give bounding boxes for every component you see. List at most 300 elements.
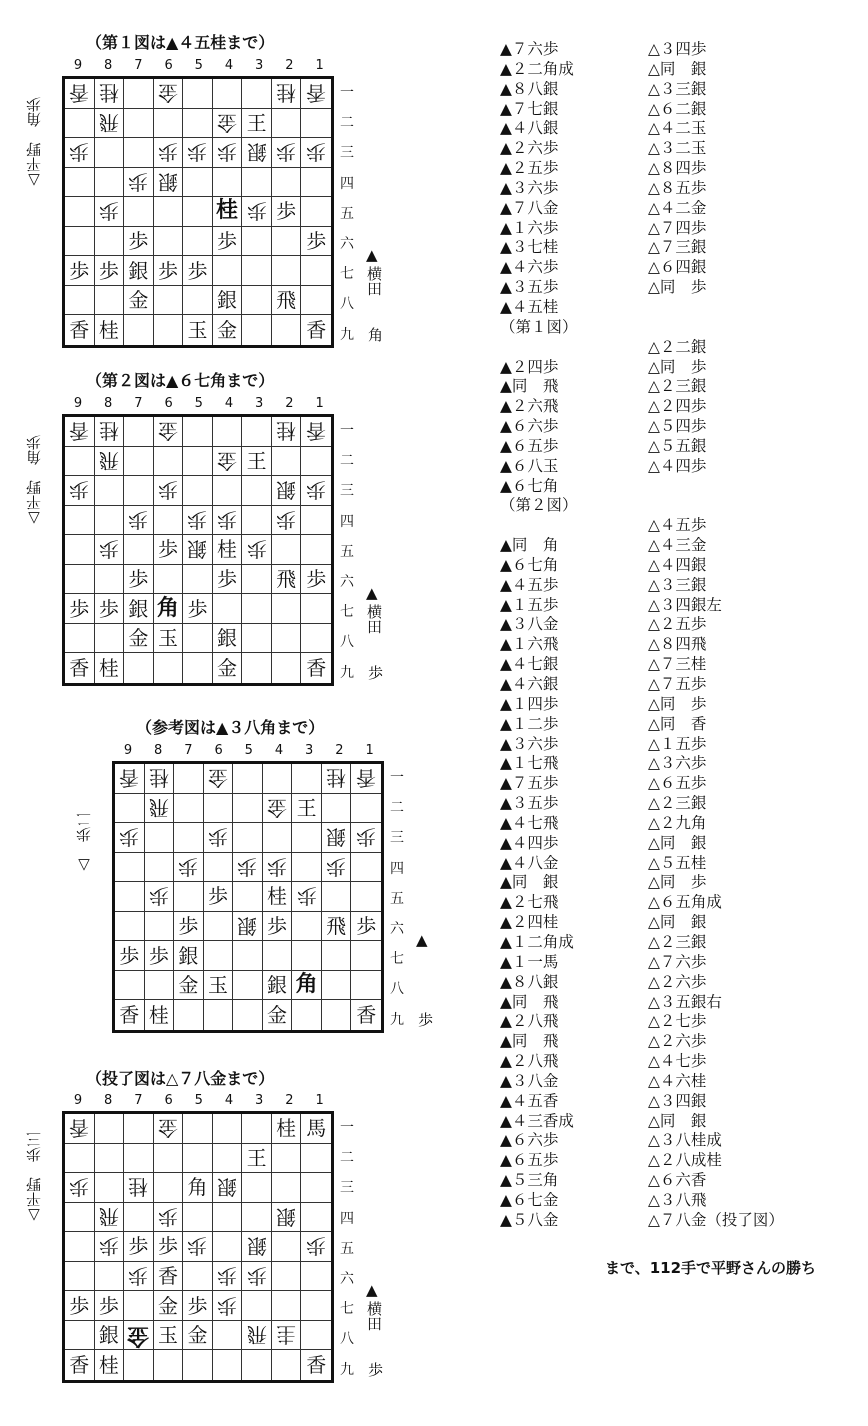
rank-label: 四 — [340, 175, 354, 192]
gote-move: △７六歩 — [648, 952, 707, 971]
board-square — [322, 912, 352, 942]
board-square — [95, 168, 125, 198]
gote-move: △２二銀 — [648, 337, 707, 356]
file-label: 5 — [194, 396, 203, 411]
move-row — [500, 913, 818, 933]
board-square — [115, 882, 145, 912]
board-square — [322, 853, 352, 883]
board-square — [183, 197, 213, 227]
board-square — [242, 1173, 272, 1203]
shogi-piece: 銀 — [276, 1204, 297, 1229]
shogi-piece: 歩 — [119, 825, 140, 850]
sente-move: ▲２四桂 — [500, 913, 559, 932]
sente-move: ▲２八飛 — [500, 1012, 559, 1031]
board-square — [154, 138, 184, 168]
shogi-piece: 歩 — [217, 507, 238, 532]
shogi-piece: 金 — [267, 795, 288, 820]
shogi-piece: 桂 — [217, 537, 238, 562]
board-square — [263, 794, 293, 824]
board-square — [154, 506, 184, 536]
board-square — [272, 1114, 302, 1144]
game-result: まで、112手で平野さんの勝ち — [605, 1259, 817, 1277]
board-square — [154, 594, 184, 624]
board-square — [183, 624, 213, 654]
board-square — [95, 197, 125, 227]
gote-move: △７五歩 — [648, 675, 707, 693]
move-row — [500, 814, 818, 834]
board-square — [233, 941, 263, 971]
board-square — [351, 794, 381, 824]
board-square — [124, 1262, 154, 1292]
move-row — [500, 100, 818, 120]
board-square — [183, 417, 213, 447]
file-label: 8 — [104, 1093, 113, 1108]
board-square — [242, 417, 272, 447]
board-square — [174, 1000, 204, 1030]
shogi-piece: 歩 — [98, 537, 119, 562]
rank-label: 九 — [340, 664, 354, 681]
board-square — [183, 138, 213, 168]
gote-move: △２六歩 — [648, 1032, 707, 1051]
board-square — [154, 315, 184, 345]
board-square — [292, 971, 322, 1001]
board-square — [95, 594, 125, 624]
gote-move: △５四歩 — [648, 417, 707, 436]
board-square — [272, 447, 302, 477]
board-square — [301, 1144, 331, 1174]
rank-label: 二 — [340, 115, 354, 132]
gote-move: △２九角 — [648, 813, 707, 832]
sente-move: ▲４五桂 — [500, 297, 559, 316]
shogi-piece: 歩 — [306, 478, 327, 503]
sente-move: （第１図） — [500, 317, 578, 336]
board-square — [95, 138, 125, 168]
board-square — [174, 971, 204, 1001]
rank-label: 九 — [390, 1011, 404, 1028]
shogi-piece: 歩 — [69, 1293, 90, 1318]
sente-player-name: 横田 — [365, 266, 383, 296]
board-square — [242, 1144, 272, 1174]
board-square — [65, 417, 95, 447]
board-square — [242, 109, 272, 139]
gote-move: △４五歩 — [648, 516, 707, 535]
file-label: 8 — [104, 396, 113, 411]
gote-move — [648, 496, 818, 516]
shogi-piece: 飛 — [276, 567, 297, 592]
shogi-piece: 角 — [187, 1175, 208, 1200]
shogi-piece: 銀 — [178, 943, 199, 968]
shogi-piece: 香 — [356, 766, 377, 791]
sente-move: ▲６五歩 — [500, 436, 559, 455]
shogi-piece: 角 — [295, 972, 318, 998]
move-row — [500, 556, 818, 576]
board-square — [204, 912, 234, 942]
shogi-piece: 歩 — [69, 596, 90, 621]
gote-move: △４七歩 — [648, 1052, 707, 1071]
shogi-piece: 香 — [157, 1264, 178, 1289]
board-square — [183, 653, 213, 683]
board-square — [183, 1321, 213, 1351]
shogi-piece: 香 — [69, 419, 90, 444]
sente-move: ▲１七飛 — [500, 754, 559, 773]
gote-move: △同 歩 — [648, 357, 707, 376]
board-square — [242, 1232, 272, 1262]
shogi-piece: 銀 — [326, 825, 347, 850]
shogi-piece: 圭 — [276, 1323, 297, 1348]
move-row — [500, 358, 818, 378]
board-square — [65, 1203, 95, 1233]
shogi-piece: 歩 — [128, 169, 149, 194]
shogi-piece: 歩 — [157, 1234, 178, 1259]
shogi-piece: 桂 — [148, 766, 169, 791]
board-square — [233, 1000, 263, 1030]
sente-move: ▲５八金 — [500, 1210, 559, 1229]
shogi-piece: 香 — [306, 656, 327, 681]
board-square — [65, 1321, 95, 1351]
file-label: 6 — [214, 743, 223, 758]
board-square — [242, 1203, 272, 1233]
board-square — [233, 794, 263, 824]
move-row — [500, 715, 818, 735]
board-square — [124, 138, 154, 168]
shogi-piece: 王 — [246, 448, 267, 473]
gote-pieces-in-hand: △平野 角歩 — [25, 435, 43, 528]
file-label: 3 — [255, 1093, 264, 1108]
move-row — [500, 774, 818, 794]
board-square — [301, 109, 331, 139]
sente-move: ▲３六歩 — [500, 178, 559, 197]
board-square — [272, 1262, 302, 1292]
file-label: 9 — [73, 396, 83, 411]
shogi-piece: 香 — [306, 419, 327, 444]
file-label: 7 — [134, 396, 143, 411]
shogi-piece: 銀 — [246, 140, 267, 165]
gote-move: △同 歩 — [648, 694, 707, 713]
board-square — [204, 1000, 234, 1030]
board-square — [115, 941, 145, 971]
board-square — [183, 1173, 213, 1203]
board-square — [183, 286, 213, 316]
board-square — [154, 1291, 184, 1321]
shogi-piece: 飛 — [148, 795, 169, 820]
sente-move — [500, 338, 648, 358]
shogi-piece: 歩 — [246, 199, 267, 224]
board-square — [65, 624, 95, 654]
board-square — [233, 853, 263, 883]
shogi-piece: 銀 — [237, 914, 258, 939]
move-row — [500, 1032, 818, 1052]
gote-move: △２五歩 — [648, 615, 707, 634]
sente-move: ▲６八玉 — [500, 456, 559, 475]
file-label: 3 — [255, 396, 264, 411]
board-square — [95, 1321, 125, 1351]
board-square — [213, 315, 243, 345]
rank-label: 六 — [390, 921, 404, 937]
shogi-piece: 歩 — [98, 199, 119, 224]
shogi-piece: 歩 — [306, 140, 327, 165]
gote-pieces-in-hand: △ 歩二 — [75, 812, 93, 875]
board-square — [174, 764, 204, 794]
shogi-piece: 金 — [157, 81, 178, 106]
file-label: 1 — [365, 743, 374, 758]
board-square — [183, 1114, 213, 1144]
gote-move: △２七歩 — [648, 1012, 707, 1031]
board-square — [145, 1000, 175, 1030]
board-square — [233, 882, 263, 912]
board-square — [301, 1321, 331, 1351]
board-square — [213, 565, 243, 595]
shogi-piece: 歩 — [217, 1264, 238, 1289]
sente-move: ▲同 銀 — [500, 873, 559, 892]
shogi-piece: 歩 — [157, 537, 178, 562]
diagram-title: （第２図は▲６七角まで） — [86, 371, 275, 390]
board-square — [124, 624, 154, 654]
board-square — [145, 823, 175, 853]
shogi-piece: 香 — [69, 1353, 90, 1378]
shogi-piece: 銀 — [217, 626, 238, 651]
shogi-board — [62, 76, 334, 348]
board-square — [301, 1262, 331, 1292]
board-square — [154, 256, 184, 286]
move-row — [500, 1151, 818, 1171]
sente-move: ▲４四歩 — [500, 833, 559, 852]
shogi-piece: 香 — [69, 1116, 90, 1141]
board-square — [124, 168, 154, 198]
rank-label: 七 — [340, 1301, 354, 1318]
shogi-piece: 香 — [306, 318, 327, 343]
shogi-piece: 歩 — [187, 258, 208, 283]
board-square — [301, 256, 331, 286]
board-square — [322, 882, 352, 912]
shogi-piece: 歩 — [128, 229, 149, 254]
board-square — [154, 1173, 184, 1203]
file-label: 8 — [154, 743, 163, 758]
shogi-piece: 歩 — [128, 1234, 149, 1259]
board-square — [213, 1203, 243, 1233]
move-row — [500, 477, 818, 497]
board-square — [65, 286, 95, 316]
board-square — [183, 1144, 213, 1174]
sente-move: ▲５三角 — [500, 1171, 559, 1190]
sente-mark: ▲ — [366, 584, 378, 602]
board-square — [115, 823, 145, 853]
move-row — [500, 1211, 818, 1231]
shogi-piece: 王 — [246, 1145, 267, 1170]
sente-move: ▲６五歩 — [500, 1151, 559, 1170]
move-row — [500, 238, 818, 258]
board-square — [233, 764, 263, 794]
sente-move: ▲２六飛 — [500, 397, 559, 416]
board-square — [124, 109, 154, 139]
sente-move: ▲４六銀 — [500, 675, 559, 693]
board-square — [233, 971, 263, 1001]
board-square — [272, 109, 302, 139]
board-square — [301, 138, 331, 168]
board-square — [95, 256, 125, 286]
move-row — [500, 794, 818, 814]
move-row — [500, 397, 818, 417]
board-square — [301, 447, 331, 477]
gote-move: △同 銀 — [648, 833, 707, 852]
board-square — [242, 1262, 272, 1292]
shogi-board — [62, 414, 334, 686]
sente-move: ▲７六歩 — [500, 40, 559, 58]
board-square — [263, 853, 293, 883]
sente-move: ▲同 飛 — [500, 377, 559, 396]
gote-move: △同 歩 — [648, 278, 707, 297]
sente-mark: ▲ — [416, 931, 428, 949]
gote-move: △３四歩 — [648, 40, 707, 58]
board-square — [242, 1321, 272, 1351]
sente-move: ▲１四歩 — [500, 694, 559, 713]
board-square — [301, 1203, 331, 1233]
board-square — [95, 624, 125, 654]
shogi-piece: 金 — [217, 656, 238, 681]
board-square — [213, 227, 243, 257]
board-square — [124, 535, 154, 565]
board-square — [242, 624, 272, 654]
shogi-piece: 金 — [187, 1323, 208, 1348]
shogi-piece: 香 — [69, 81, 90, 106]
rank-label: 九 — [340, 326, 354, 343]
gote-move: △２六歩 — [648, 972, 707, 991]
move-row — [500, 40, 818, 60]
board-square — [213, 476, 243, 506]
shogi-piece: 歩 — [217, 567, 238, 592]
board-square — [301, 227, 331, 257]
shogi-piece: 玉 — [157, 626, 178, 651]
sente-move: ▲２七飛 — [500, 893, 559, 912]
board-square — [242, 256, 272, 286]
shogi-piece: 香 — [356, 1003, 377, 1028]
shogi-piece: 歩 — [207, 884, 228, 909]
shogi-piece: 歩 — [128, 1264, 149, 1289]
board-square — [115, 764, 145, 794]
sente-pieces-in-hand: 歩 — [418, 1011, 434, 1029]
move-row — [500, 576, 818, 596]
shogi-piece: 歩 — [276, 199, 297, 224]
rank-label: 九 — [340, 1361, 354, 1378]
shogi-piece: 飛 — [326, 914, 347, 939]
gote-move: △８四飛 — [648, 635, 707, 654]
shogi-piece: 桂 — [148, 1003, 169, 1028]
shogi-piece: 歩 — [246, 537, 267, 562]
board-square — [322, 823, 352, 853]
rank-label: 三 — [340, 483, 354, 500]
board-square — [154, 168, 184, 198]
rank-label: 七 — [390, 951, 404, 968]
gote-move: △４六桂 — [648, 1071, 707, 1090]
file-label: 4 — [224, 58, 234, 73]
board-square — [124, 594, 154, 624]
gote-move: △同 銀 — [648, 913, 707, 932]
board-square — [322, 764, 352, 794]
gote-move: △２三銀 — [648, 377, 707, 396]
board-square — [65, 168, 95, 198]
sente-pieces-in-hand: 歩 — [368, 664, 384, 682]
file-label: 2 — [335, 743, 344, 758]
board-square — [154, 1144, 184, 1174]
board-square — [183, 227, 213, 257]
board-square — [124, 1232, 154, 1262]
board-square — [351, 764, 381, 794]
sente-move: ▲２六歩 — [500, 139, 559, 158]
board-square — [242, 227, 272, 257]
board-square — [95, 447, 125, 477]
board-square — [124, 227, 154, 257]
gote-move: △３八桂成 — [648, 1131, 722, 1150]
board-square — [272, 286, 302, 316]
shogi-piece: 飛 — [98, 110, 119, 135]
board-square — [95, 315, 125, 345]
board-square — [65, 315, 95, 345]
file-label: 6 — [164, 396, 173, 411]
rank-label: 八 — [340, 1331, 354, 1348]
rank-label: 五 — [340, 543, 354, 560]
gote-move: △５五桂 — [648, 853, 707, 872]
shogi-piece: 歩 — [306, 567, 327, 592]
sente-move: ▲８八銀 — [500, 972, 559, 991]
shogi-piece: 歩 — [326, 854, 347, 879]
board-square — [154, 79, 184, 109]
shogi-piece: 歩 — [306, 229, 327, 254]
board-square — [272, 168, 302, 198]
board-square — [213, 624, 243, 654]
move-list — [500, 40, 818, 1231]
board-square — [263, 882, 293, 912]
rank-label: 三 — [390, 830, 404, 847]
board-square — [124, 79, 154, 109]
move-row — [500, 615, 818, 635]
sente-move: ▲４八銀 — [500, 119, 559, 138]
move-row — [500, 1092, 818, 1112]
move-row — [500, 278, 818, 298]
move-row — [500, 735, 818, 755]
shogi-piece: 金 — [127, 1323, 150, 1349]
shogi-board — [112, 761, 384, 1033]
shogi-piece: 歩 — [178, 854, 199, 879]
board-square — [154, 1350, 184, 1380]
gote-move: △５五銀 — [648, 436, 707, 455]
board-square — [174, 853, 204, 883]
board-square — [174, 794, 204, 824]
move-row — [500, 695, 818, 715]
board-square — [124, 1321, 154, 1351]
board-square — [242, 1350, 272, 1380]
board-square — [351, 1000, 381, 1030]
gote-move: △１五歩 — [648, 734, 707, 753]
shogi-piece: 歩 — [187, 507, 208, 532]
sente-move: ▲３八金 — [500, 615, 559, 634]
board-square — [183, 315, 213, 345]
shogi-piece: 歩 — [276, 507, 297, 532]
board-square — [65, 1114, 95, 1144]
board-square — [124, 197, 154, 227]
sente-move: ▲１一馬 — [500, 952, 559, 971]
sente-move: ▲６七角 — [500, 476, 559, 495]
shogi-piece: 金 — [128, 288, 149, 313]
board-square — [213, 286, 243, 316]
board-square — [263, 764, 293, 794]
shogi-piece: 金 — [128, 626, 149, 651]
move-row — [500, 80, 818, 100]
shogi-piece: 歩 — [217, 229, 238, 254]
board-square — [95, 1291, 125, 1321]
diagram-title: （参考図は▲３八角まで） — [136, 718, 325, 737]
board-square — [301, 653, 331, 683]
board-square — [204, 794, 234, 824]
board-square — [213, 256, 243, 286]
